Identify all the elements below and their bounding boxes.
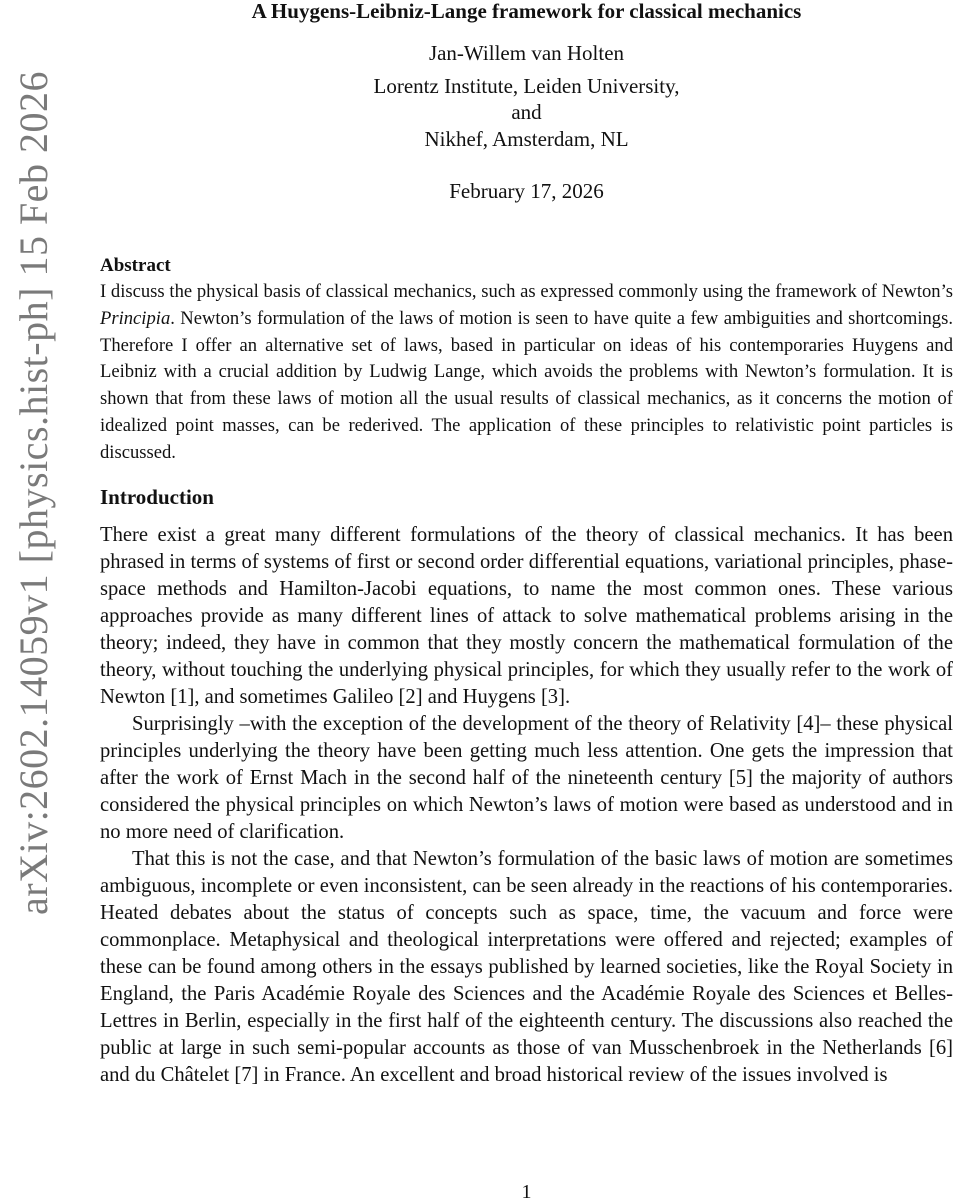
intro-paragraph-3: That this is not the case, and that Newton’s formulation of the basic laws of motion are sometimes ambiguous, incomplete or even inconsistent, can be seen already in the reactions of his contemporaries. Heated debates about the status of concepts such as space, time, the vacuum and force were commonplace. Metaphysical and theological interpretations were offered and rejected; examples of these can be found among others in the essays published by learned societies, like the Royal Society in England, the Paris Académie Royale des Sciences and the Académie Royale des Sciences et Belles-Lettres in Berlin, especially in the first half of the eighteenth century. The discussions also reached the public at large in such semi-popular accounts as those of van Musschenbroek in the Netherlands [6] and du Châtelet [7] in France. An excellent and broad historical review of the issues involved is [100,848,953,1086]
paper-title: A Huygens-Leibniz-Lange framework for classical mechanics [251,0,802,23]
arxiv-identifier-stamp: arXiv:2602.14059v1 [physics.hist-ph] 15 Feb 2026 [11,71,56,915]
intro-paragraph-2: Surprisingly –with the exception of the development of the theory of Relativity [4]– these physical principles underlying the theory have been getting much less attention. One gets the impression that after the work of Ernst Mach in the second half of the nineteenth century [5] the majority of authors considered the physical principles on which Newton’s laws of motion were based as understood and in no more need of clarification. [100,713,953,843]
abstract-text [100,279,953,467]
affiliation-1: Lorentz Institute, Leiden University, [373,73,680,98]
introduction-body [100,522,953,1089]
abstract-text-part-2: . Newton’s formulation of the laws of motion is seen to have quite a few ambiguities and shortcomings. Therefore I offer an alternative set of laws, based in particular on ideas of his contemporaries Huygens and Leibniz with a crucial addition by Ludwig Lange, which avoids the problems with Newton’s formulation. It is shown that from these laws of motion all the usual results of classical mechanics, as it concerns the motion of idealized point masses, can be rederived. The application of these principles to relativistic point particles is discussed. [100,307,953,463]
author-name: Jan-Willem van Holten [428,41,625,65]
paper-date: February 17, 2026 [449,179,604,203]
intro-paragraph-1: There exist a great many different formulations of the theory of classical mechanics. It has been phrased in terms of systems of first or second order differential equations, variational principles, phase-space methods and Hamilton-Jacobi equations, to name the most common ones. These various approaches provide as many different lines of attack to solve mathematical problems arising in the theory; indeed, they have in common that they mostly concern the mathematical formulation of the theory, without touching the underlying physical principles, for which they usually refer to the work of Newton [1], and sometimes Galileo [2] and Huygens [3]. [100,524,953,708]
affiliation-2: Nikhef, Amsterdam, NL [424,126,629,151]
introduction-heading: Introduction [100,485,214,509]
abstract-heading: Abstract [100,255,171,276]
abstract-text-part-1: I discuss the physical basis of classical mechanics, such as expressed commonly using the framework of Newton’s [100,281,953,302]
page-number: 1 [521,1181,532,1203]
abstract-principia-italic: Principia [100,307,171,329]
author-block [100,40,953,152]
affiliation-join: and [511,100,542,124]
